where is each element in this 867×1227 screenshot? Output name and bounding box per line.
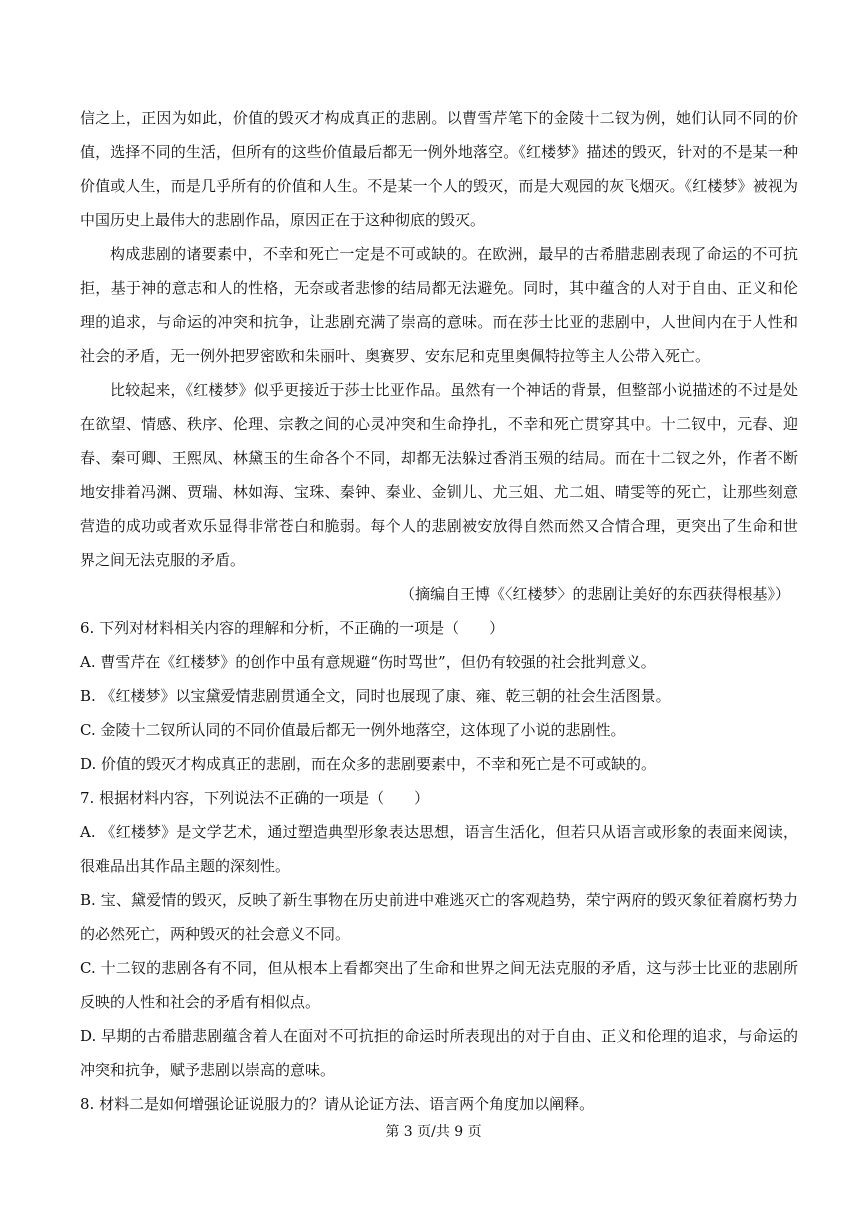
- question-6-option-d: D. 价值的毁灭才构成真正的悲剧，而在众多的悲剧要素中，不幸和死亡是不可或缺的。: [80, 755, 657, 773]
- question-6-option-a: A. 曹雪芹在《红楼梦》的创作中虽有意规避“伤时骂世”，但仍有较强的社会批判意义。: [80, 653, 656, 671]
- page-number-footer: 第 3 页/共 9 页: [385, 1124, 482, 1140]
- question-7-option-a: A. 《红楼梦》是文学艺术，通过塑造典型形象表达思想，语言生活化，但若只从语言或形象的表面来阅读，很难品出其作品主题的深刻性。: [80, 823, 798, 875]
- question-6-option-b: B. 《红楼梦》以宝黛爱情悲剧贯通全文，同时也展现了康、雍、乾三朝的社会生活图景。: [80, 687, 671, 705]
- question-6-option-c: C. 金陵十二钗所认同的不同价值最后都无一例外地落空，这体现了小说的悲剧性。: [80, 721, 626, 739]
- question-8-stem: 8. 材料二是如何增强论证说服力的？请从论证方法、语言两个角度加以阐释。: [80, 1095, 595, 1113]
- passage-paragraph-2: 构成悲剧的诸要素中，不幸和死亡一定是不可或缺的。在欧洲，最早的古希腊悲剧表现了命运的不可抗拒，基于神的意志和人的性格，无奈或者悲惨的结局都无法避免。同时，其中蕴含的人对于自由、正义和伦理的追求，与命运的冲突和抗争，让悲剧充满了崇高的意味。而在莎士比亚的悲剧中，人世间内在于人性和社会的矛盾，无一例外把罗密欧和朱丽叶、奥赛罗、安东尼和克里奥佩特拉等主人公带入死亡。: [80, 245, 798, 365]
- question-7-option-d: D. 早期的古希腊悲剧蕴含着人在面对不可抗拒的命运时所表现出的对于自由、正义和伦理的追求，与命运的冲突和抗争，赋予悲剧以崇高的意味。: [80, 1027, 798, 1079]
- question-6-stem: 6. 下列对材料相关内容的理解和分析，不正确的一项是（ ）: [80, 619, 505, 637]
- passage-source: （摘编自王博《〈红楼梦〉的悲剧让美好的东西获得根基》）: [399, 585, 790, 603]
- passage-paragraph-1: 信之上，正因为如此，价值的毁灭才构成真正的悲剧。以曹雪芹笔下的金陵十二钗为例，她们认同不同的价值，选择不同的生活，但所有的这些价值最后都无一例外地落空。《红楼梦》描述的毁灭，针对的不是某一种价值或人生，而是几乎所有的价值和人生。不是某一个人的毁灭，而是大观园的灰飞烟灭。《红楼梦》被视为中国历史上最伟大的悲剧作品，原因正在于这种彻底的毁灭。: [80, 109, 798, 229]
- question-7-option-b: B. 宝、黛爱情的毁灭，反映了新生事物在历史前进中难逃灭亡的客观趋势，荣宁两府的毁灭象征着腐朽势力的必然死亡，两种毁灭的社会意义不同。: [80, 891, 798, 943]
- question-7-stem: 7. 根据材料内容，下列说法不正确的一项是（ ）: [80, 789, 430, 807]
- question-7-option-c: C. 十二钗的悲剧各有不同，但从根本上看都突出了生命和世界之间无法克服的矛盾，这与莎士比亚的悲剧所反映的人性和社会的矛盾有相似点。: [80, 959, 798, 1011]
- page-content: [80, 101, 798, 1121]
- passage-paragraph-3: 比较起来，《红楼梦》似乎更接近于莎士比亚作品。虽然有一个神话的背景，但整部小说描述的不过是处在欲望、情感、秩序、伦理、宗教之间的心灵冲突和生命挣扎，不幸和死亡贯穿其中。十二钗中，元春、迎春、秦可卿、王熙凤、林黛玉的生命各个不同，却都无法躲过香消玉殒的结局。而在十二钗之外，作者不断地安排着冯渊、贾瑞、林如海、宝珠、秦钟、秦业、金钏儿、尤三姐、尤二姐、晴雯等的死亡，让那些刻意营造的成功或者欢乐显得非常苍白和脆弱。每个人的悲剧被安放得自然而然又合情合理，更突出了生命和世界之间无法克服的矛盾。: [80, 381, 798, 569]
